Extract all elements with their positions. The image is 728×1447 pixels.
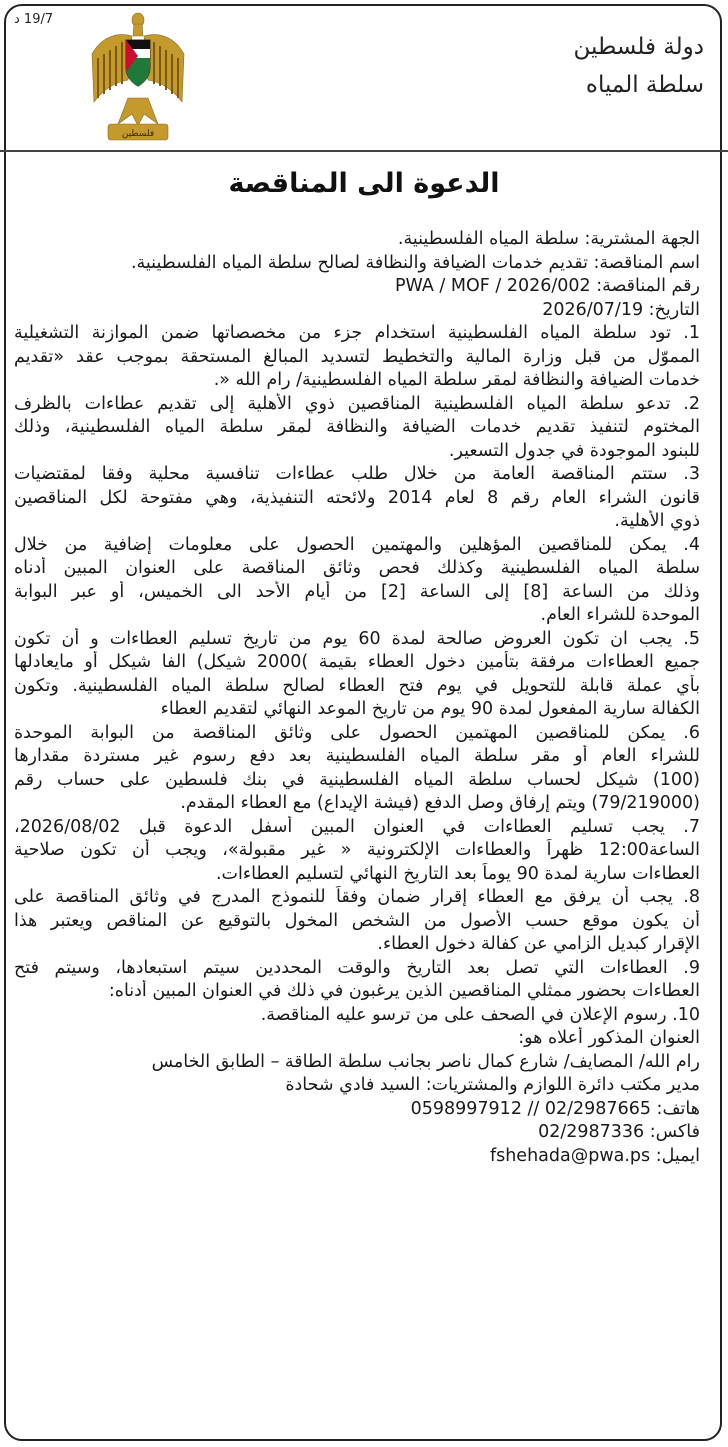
phone-line <box>14 1098 700 1122</box>
clause-line: 3. ستتم المناقصة العامة من خلال طلب عطاءات تنافسية محلية وفقا لمقتضيات <box>14 464 700 484</box>
purchaser-line: الجهة المشترية: سلطة المياه الفلسطينية. <box>397 229 700 249</box>
fax-line <box>14 1121 700 1145</box>
clause-line: للبنود الموجودة في جدول التسعير. <box>448 440 700 461</box>
reference-code: 19/7 د <box>14 12 54 27</box>
clause-line: للشراء العام أو مقر سلطة المياه الفلسطينية بعد دفع رسوم غير مستردة مقدارها <box>14 746 700 766</box>
clause-line: 2. تدعو سلطة المياه الفلسطينية المناقصين ذوي الأهلية إلى تقديم عطاءات بالظرف <box>14 393 700 414</box>
clause <box>14 534 700 628</box>
emblem-caption: فلسطين <box>121 129 155 139</box>
clause-line: أن يكون موقع حسب الأصول من الشخص المخول بالتوقيع عن المناقص ويعتبر هذا <box>14 910 700 931</box>
clause <box>14 816 700 887</box>
clause-line: ذوي الأهلية. <box>614 511 700 531</box>
email-label: ايميل: <box>650 1145 700 1166</box>
clauses-list <box>14 322 700 1027</box>
tender-number: PWA / MOF / 2026/002 <box>394 276 591 296</box>
clause-line: قانون الشراء العام رقم 8 لعام 2014 ولائحته التنفيذية، وهي مفتوحة لكل المناقصين <box>14 487 700 508</box>
clause-line: العطاءات بحضور ممثلي المناقصين الذين يرغبون في ذلك في العنوان المبين أدناه: <box>108 981 700 1001</box>
phone-label: هاتف: <box>650 1098 700 1119</box>
clause-line: 5. يجب ان تكون العروض صالحة لمدة 60 يوم من تاريخ تسليم العطاءات و أن تكون <box>14 628 700 649</box>
clause <box>14 463 700 534</box>
clause-line: 6. يمكن للمناقصين المهتمين الحصول على وثائق المناقصة من البوابة الموحدة <box>14 722 700 743</box>
header-divider <box>0 150 728 152</box>
clause-line: بأي عملة قابلة للتحويل في يوم فتح العطاء لصالح سلطة المياه الفلسطينية. وتكون <box>14 675 700 696</box>
clause-line: سلطة المياه الفلسطينية وكذلك فحص وثائق المناقصة على العنوان المبين أدناه <box>14 558 700 578</box>
clause-line: 7. يجب تسليم العطاءات في العنوان المبين أسفل الدعوة قبل 2026/08/02، <box>14 816 700 837</box>
clause-line: 1. تود سلطة المياه الفلسطينية استخدام جزء من مخصصاتها ضمن الموازنة التشغيلية <box>14 323 700 343</box>
address-heading: العنوان المذكور أعلاه هو: <box>518 1028 700 1048</box>
clause-line: 9. العطاءات التي تصل بعد التاريخ والوقت المحددين سيتم استبعادها، وسيتم فتح <box>14 957 700 978</box>
clause-line: وذلك من الساعة [8] إلى الساعة [2] من أيام الأحد الى الخميس، أو عبر البوابة <box>14 581 700 602</box>
clause-line: خدمات الضيافة والنظافة لمقر سلطة المياه الفلسطينية/ رام الله «. <box>213 370 700 390</box>
clause-line: (79/219000) ويتم إرفاق وصل الدفع (فيشة الإيداع) مع العطاء المقدم. <box>180 793 700 813</box>
fax-label: فاكس: <box>644 1122 700 1142</box>
clause-line: الساعة12:00 ظهراً والعطاءات الإلكترونية « غير مقبولة»، ويجب أن تكون صلاحية <box>14 840 700 860</box>
clause <box>14 628 700 722</box>
clause <box>14 886 700 957</box>
address-line: رام الله/ المصايف/ شارع كمال ناصر بجانب سلطة الطاقة – الطابق الخامس <box>151 1051 700 1072</box>
contact-person-line: مدير مكتب دائرة اللوازم والمشتريات: السيد فادي شحادة <box>285 1075 700 1095</box>
clause-line: جميع العطاءات مرفقة بتأمين دخول العطاء بقيمة )2000 شيكل) الفا شيكل أو مايعادلها <box>14 652 700 672</box>
clause <box>14 393 700 464</box>
clause-line: الإقرار كبديل الزامي عن كفالة دخول العطاء. <box>377 934 700 954</box>
email-address: fshehada@pwa.ps <box>489 1145 651 1166</box>
state-name: دولة فلسطين <box>573 34 704 60</box>
clause-line: العطاءات سارية لمدة 90 يوماً بعد التاريخ النهائي لتسليم العطاءات. <box>215 863 700 884</box>
clause <box>14 957 700 1004</box>
phone-number: 0598997912 // 02/2987665 <box>410 1098 651 1119</box>
date-label: التاريخ: <box>643 299 700 320</box>
page-title: الدعوة الى المناقصة <box>228 168 500 199</box>
clause <box>14 322 700 393</box>
date-line <box>14 299 700 323</box>
clause-line: الكفالة سارية المفعول لمدة 90 يوم من تاريخ الموعد النهائي لتقديم العطاء <box>160 699 700 719</box>
clause-line: المختوم لتنفيذ تقديم خدمات الضيافة والنظافة لمقر سلطة المياه الفلسطينية، وذلك <box>14 417 700 437</box>
clause-line: 8. يجب أن يرفق مع العطاء إقرار ضمان وفقاً للنموذج المدرج في وثائق المناقصة على <box>14 887 700 907</box>
clause-line: الموحدة للشراء العام. <box>540 605 700 625</box>
clause-line: المموّل من قبل وزارة المالية والتخطيط لتسديد المبالغ المستحقة بموجب عقد «تقديم <box>14 346 700 367</box>
tender-name-line: اسم المناقصة: تقديم خدمات الضيافة والنظافة لصالح سلطة المياه الفلسطينية. <box>130 252 700 273</box>
fax-number: 02/2987336 <box>538 1122 645 1142</box>
clause-line: 10. رسوم الإعلان في الصحف على من ترسو عليه المناقصة. <box>260 1004 700 1025</box>
tender-number-label: رقم المناقصة: <box>590 276 700 296</box>
tender-date: 2026/07/19 <box>542 299 644 320</box>
clause-line: (100) شيكل لحساب سلطة المياه الفلسطينية في بنك فلسطين على حساب رقم <box>14 769 700 790</box>
clause-line: 4. يمكن للمناقصين المؤهلين والمهتمين الحصول على معلومات إضافية من خلال <box>14 534 700 555</box>
palestine-emblem-icon <box>88 6 188 146</box>
tender-number-line <box>14 275 700 299</box>
issuer-block <box>574 28 704 104</box>
tender-body <box>14 228 700 1168</box>
clause <box>14 1004 700 1028</box>
email-line <box>14 1145 700 1169</box>
clause <box>14 722 700 816</box>
authority-name: سلطة المياه <box>585 72 704 98</box>
